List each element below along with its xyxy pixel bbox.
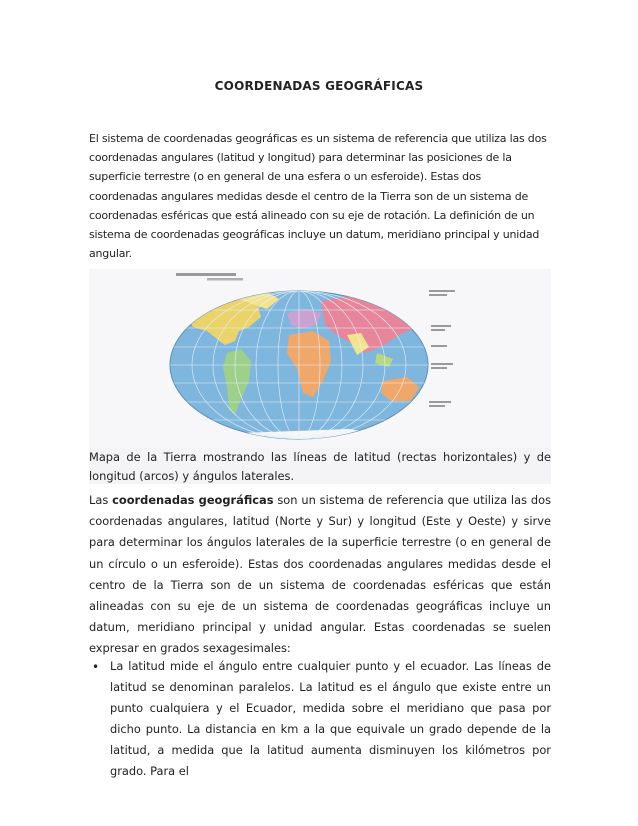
bullet-item-latitud: La latitud mide el ángulo entre cualquier punto y el ecuador. Las líneas de latitud se denominan paralelos. La latitud es el ángulo que existe entre un punto cualquiera y el Ecuador, medida sobre el meridiano que pasa por dicho punto. La distancia en km a la que equivale un grado depende de la latitud, a medida que la latitud aumenta disminuyen los kilómetros por grado. Para el [110,659,551,779]
map-header-line [176,273,236,276]
intro-paragraph: El sistema de coordenadas geográficas es un sistema de referencia que utiliza las dos coordenadas angulares (latitud y longitud) para determinar las posiciones de la superficie terrestre (o en general de una esfera o un esferoide). Estas dos coordenadas angulares medidas desde el centro de la Tierra son de un sistema de coordenadas esféricas que está alineado con su eje de rotación. La definición de un sistema de coordenadas geográficas incluye un datum, meridiano principal y unidad angular. [89,132,547,261]
map-side-labels [429,290,455,407]
document-title: COORDENADAS GEOGRÁFICAS [214,79,424,93]
main-paragraph-rest: son un sistema de referencia que utiliza las dos coordenadas angulares, latitud (Norte y Sur) y longitud (Este y Oeste) y sirve para determinar los ángulos laterales de la superficie terrestre (o en general de un círculo o un esferoide). Estas dos coordenadas angulares medidas desde el centro de la Tierra son de un sistema de coordenadas esféricas que están alineadas con su eje de un sistema de coordenadas geográficas incluye un datum, meridiano principal y unidad angular. Estas coordenadas se suelen expresar en grados sexagesimales: [89,493,552,656]
main-paragraph-bold-term: coordenadas geográficas [112,493,274,507]
main-paragraph-lead: Las [89,493,113,507]
figure-caption-box [89,448,551,484]
figure-caption: Mapa de la Tierra mostrando las líneas de latitud (rectas horizontales) y de longitud (arcos) y ángulos laterales. [89,450,551,483]
world-map-figure [89,269,551,448]
bullet-marker: • [92,660,100,674]
main-paragraph [89,490,551,660]
map-header-line [207,278,243,281]
world-map-image [89,269,551,448]
